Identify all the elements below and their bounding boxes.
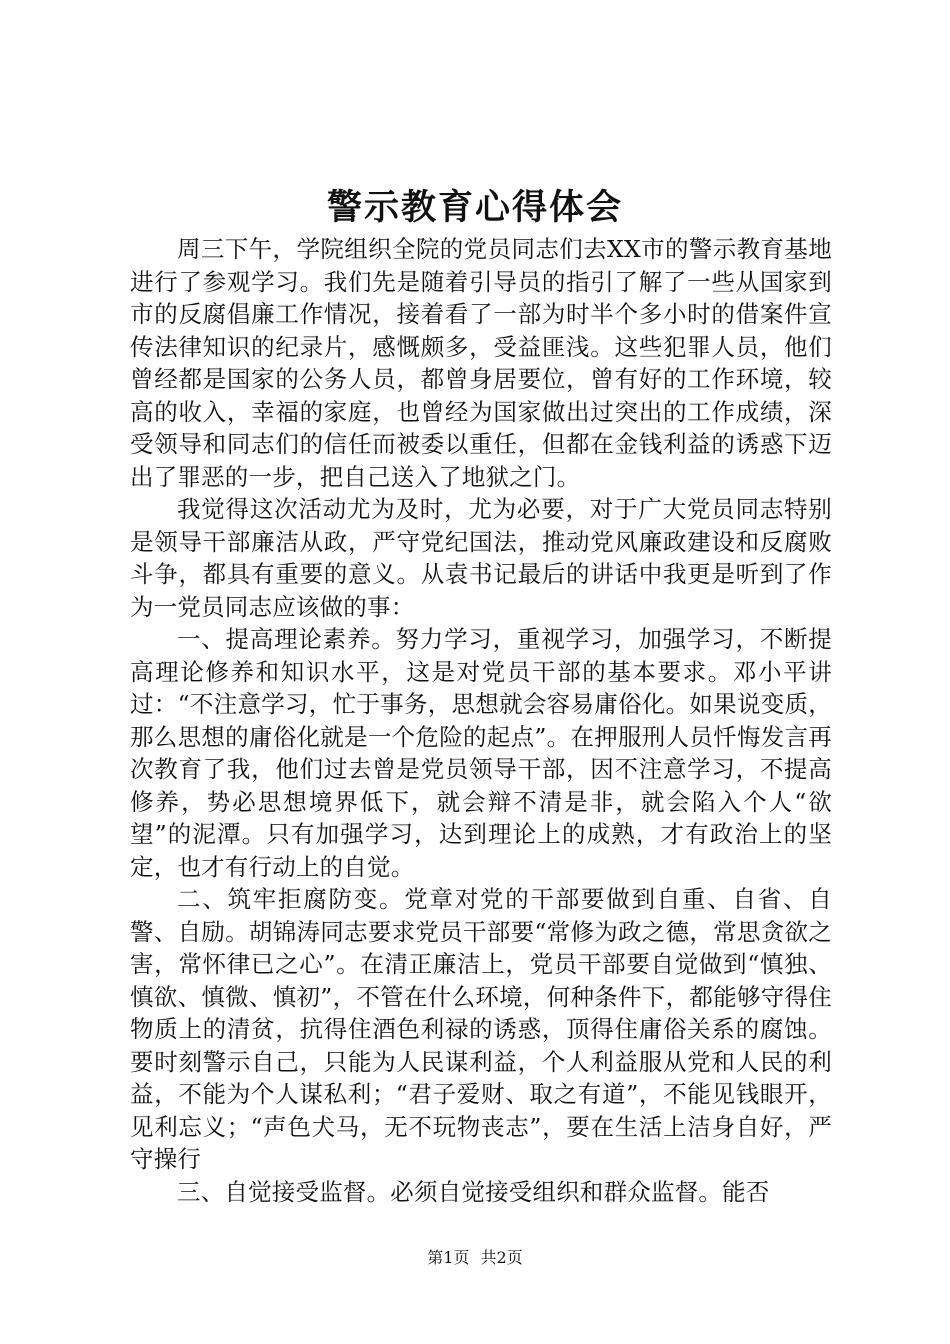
page-number: 第1页: [427, 1248, 470, 1267]
paragraph-point-two: 二、筑牢拒腐防变。党章对党的干部要做到自重、自省、自警、自励。胡锦涛同志要求党员干部要“常修为政之德，常思贪欲之害，常怀律已之心”。在清正廉洁上，党员干部要自觉做到“慎独、慎欲、慎微、慎初”，不管在什么环境，何种条件下，都能够守得住物质上的清贫，抗得住酒色利禄的诱惑，顶得住庸俗关系的腐蚀。要时刻警示自己，只能为人民谋利益，个人利益服从党和人民的利益，不能为个人谋私利；“君子爱财、取之有道”，不能见钱眼开，见利忘义；“声色犬马，无不玩物丧志”，要在生活上洁身自好，严守操行: [130, 885, 832, 1173]
page-footer: [0, 1248, 950, 1268]
paragraph-intro: 周三下午，学院组织全院的党员同志们去XX市的警示教育基地进行了参观学习。我们先是随着引导员的指引了解了一些从国家到市的反腐倡廉工作情况，接着看了一部为时半个多小时的借案件宣传法律知识的纪录片，感慨颇多，受益匪浅。这些犯罪人员，他们曾经都是国家的公务人员，都曾身居要位，曾有好的工作环境，较高的收入，幸福的家庭，也曾经为国家做出过突出的工作成绩，深受领导和同志们的信任而被委以重任，但都在金钱利益的诱惑下迈出了罪恶的一步，把自己送入了地狱之门。: [130, 235, 832, 491]
paragraph-significance: 我觉得这次活动尤为及时，尤为必要，对于广大党员同志特别是领导干部廉洁从政，严守党纪国法，推动党风廉政建设和反腐败斗争，都具有重要的意义。从袁书记最后的讲话中我更是听到了作为一党员同志应该做的事：: [130, 495, 832, 621]
paragraph-point-three: 三、自觉接受监督。必须自觉接受组织和群众监督。能否: [177, 1177, 770, 1206]
page-total: 共2页: [480, 1248, 523, 1267]
document-body: [130, 233, 832, 1208]
paragraph-point-one: 一、提高理论素养。努力学习，重视学习，加强学习，不断提高理论修养和知识水平，这是对党员干部的基本要求。邓小平讲过：“不注意学习，忙于事务，思想就会容易庸俗化。如果说变质，那么思想的庸俗化就是一个危险的起点”。在押服刑人员忏悔发言再次教育了我，他们过去曾是党员领导干部，因不注意学习，不提高修养，势必思想境界低下，就会辩不清是非，就会陷入个人“欲望”的泥潭。只有加强学习，达到理论上的成熟，才有政治上的坚定，也才有行动上的自觉。: [130, 625, 832, 881]
document-title: 警示教育心得体会: [326, 188, 623, 228]
